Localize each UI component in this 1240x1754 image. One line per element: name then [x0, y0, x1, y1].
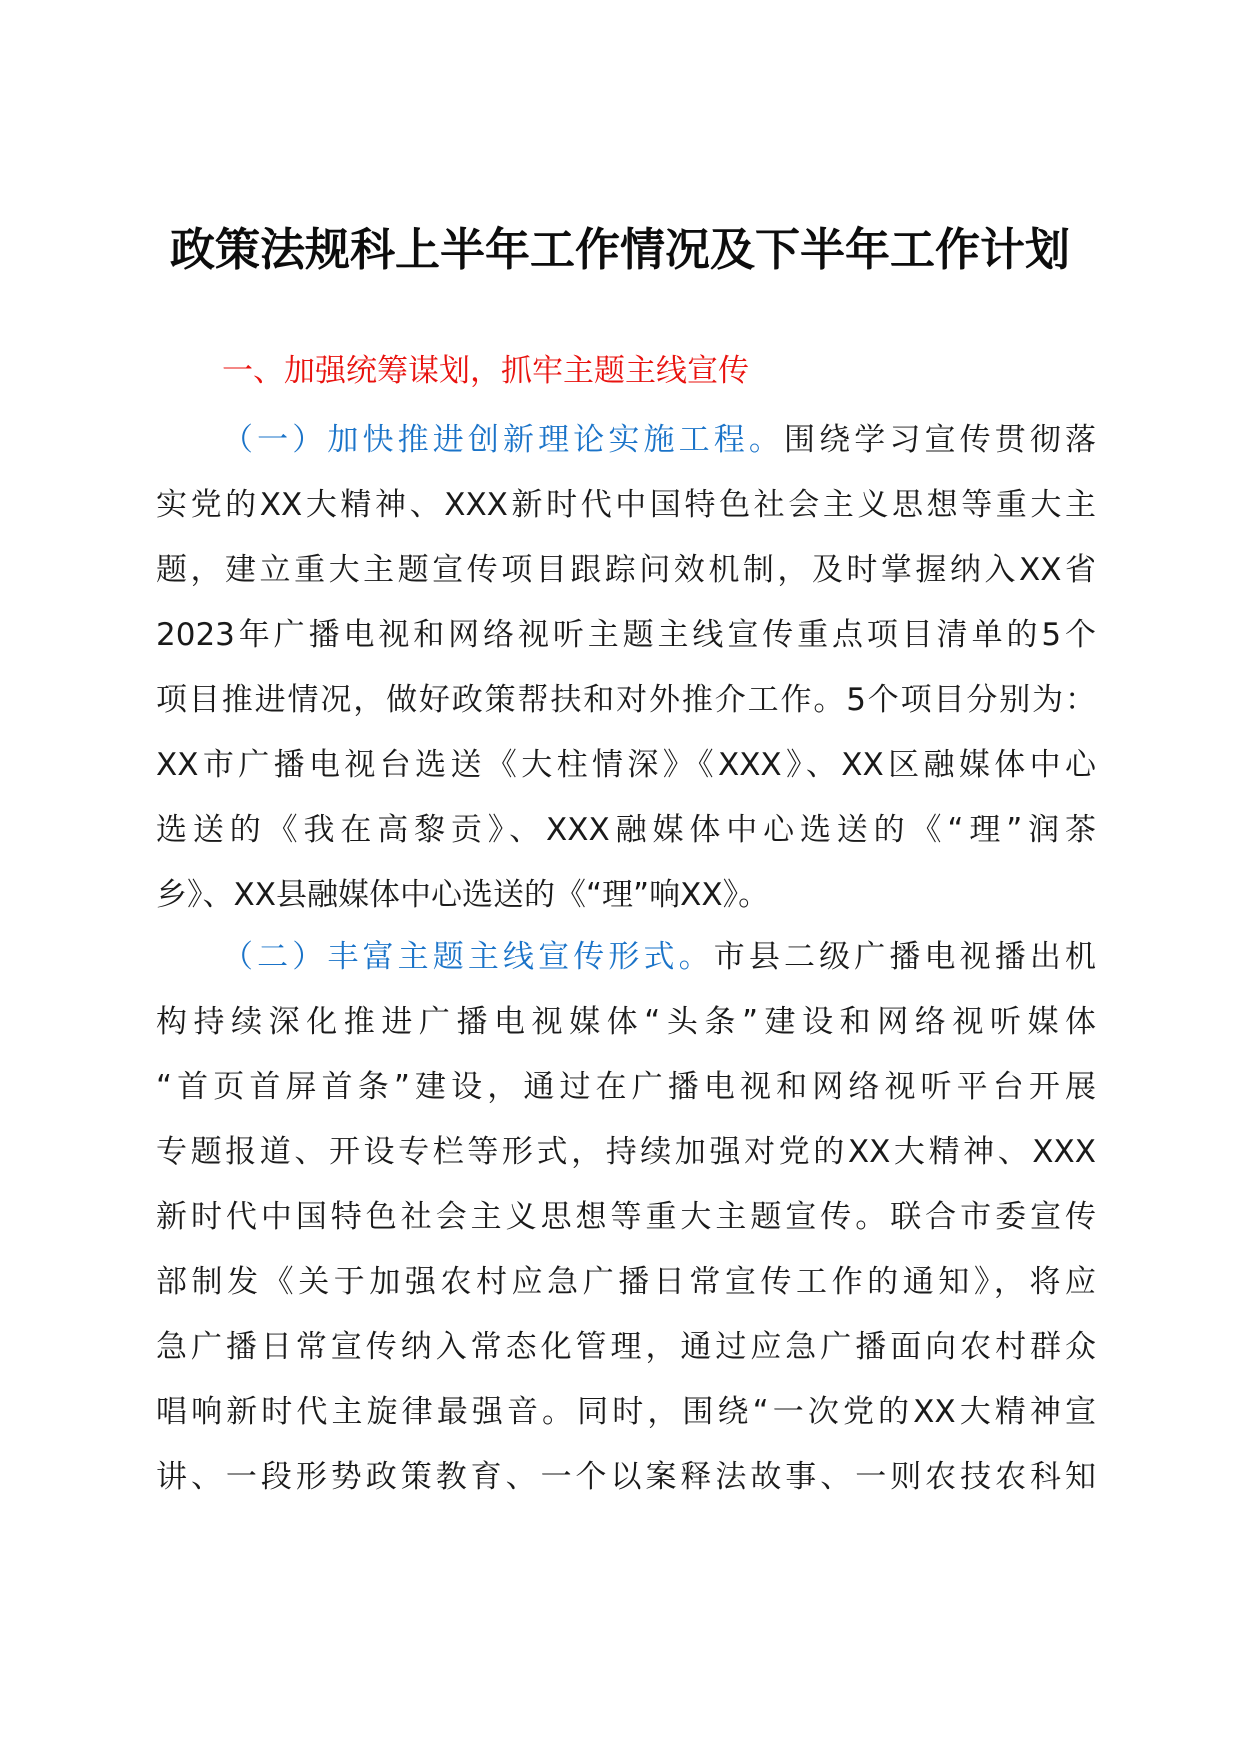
paragraph-line: 讲、一段形势政策教育、一个以案释法故事、一则农技农科知	[156, 1459, 1096, 1495]
paragraph-line: 新时代中国特色社会主义思想等重大主题宣传。联合市委宣传	[156, 1199, 1096, 1235]
paragraph-line	[156, 408, 1096, 473]
paragraph-line: 题，建立重大主题宣传项目跟踪问效机制，及时掌握纳入XX省	[156, 552, 1096, 588]
paragraph-line: 急广播日常宣传纳入常态化管理，通过应急广播面向农村群众	[156, 1329, 1096, 1365]
paragraph-line: 唱响新时代主旋律最强音。同时，围绕“一次党的XX大精神宣	[156, 1394, 1096, 1430]
paragraph-text: 围绕学习宣传贯彻落	[784, 422, 1096, 458]
document-title: 政策法规科上半年工作情况及下半年工作计划	[169, 223, 1070, 276]
paragraph-line: 构持续深化推进广播电视媒体“头条”建设和网络视听媒体	[156, 1004, 1096, 1040]
section-heading-1: 一、加强统筹谋划，抓牢主题主线宣传	[222, 353, 749, 389]
paragraph-line: 专题报道、开设专栏等形式，持续加强对党的XX大精神、XXX	[156, 1134, 1096, 1170]
paragraph-line	[156, 925, 1096, 990]
paragraph-1	[156, 408, 1096, 928]
paragraph-2	[156, 925, 1096, 1510]
paragraph-line: 乡》、XX县融媒体中心选送的《“理”响XX》。	[156, 877, 770, 913]
subsection-heading-2: （二）丰富主题主线宣传形式。	[222, 939, 714, 975]
paragraph-line: 部制发《关于加强农村应急广播日常宣传工作的通知》，将应	[156, 1264, 1096, 1300]
paragraph-line: XX市广播电视台选送《大柱情深》《XXX》、XX区融媒体中心	[156, 747, 1096, 783]
paragraph-text: 市县二级广播电视播出机	[713, 939, 1096, 975]
paragraph-line: 2023年广播电视和网络视听主题主线宣传重点项目清单的5个	[156, 617, 1096, 653]
paragraph-line: “首页首屏首条”建设，通过在广播电视和网络视听平台开展	[156, 1069, 1096, 1105]
subsection-heading-1: （一）加快推进创新理论实施工程。	[222, 422, 784, 458]
paragraph-line: 实党的XX大精神、XXX新时代中国特色社会主义思想等重大主	[156, 487, 1096, 523]
paragraph-line: 选送的《我在高黎贡》、XXX融媒体中心选送的《“理”润茶	[156, 812, 1096, 848]
paragraph-line: 项目推进情况，做好政策帮扶和对外推介工作。5个项目分别为：	[156, 682, 1096, 718]
